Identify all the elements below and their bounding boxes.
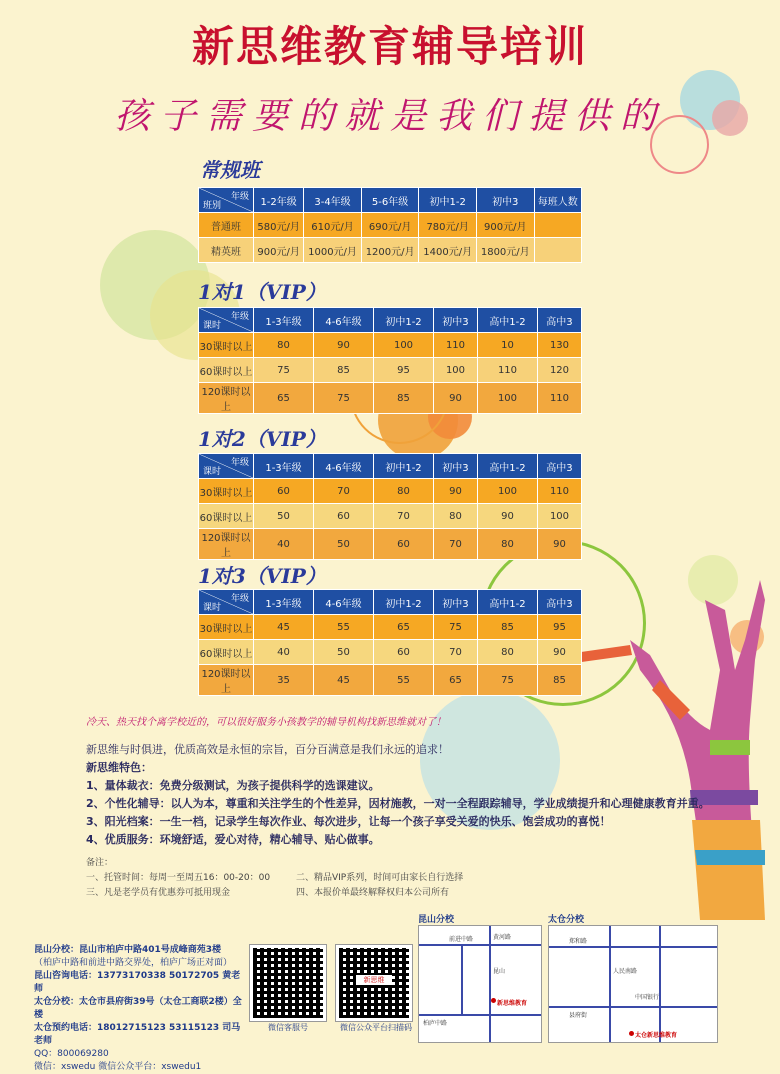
- price-cell: 90: [434, 383, 478, 414]
- column-header: 1-3年级: [254, 308, 314, 333]
- column-header: 高中1-2: [477, 590, 537, 615]
- price-cell: 130: [537, 333, 581, 358]
- price-cell: 60: [374, 529, 434, 560]
- price-cell: 70: [314, 479, 374, 504]
- table-row: [199, 615, 582, 640]
- row-label: 精英班: [199, 238, 254, 263]
- price-cell: 80: [434, 504, 478, 529]
- table-row: [199, 665, 582, 696]
- row-label: 120课时以上: [199, 529, 254, 560]
- table-row: [199, 213, 582, 238]
- column-header: 高中1-2: [477, 308, 537, 333]
- table-row: [199, 479, 582, 504]
- price-cell: 90: [537, 640, 581, 665]
- price-cell: 780元/月: [419, 213, 477, 238]
- column-header: 高中1-2: [477, 454, 537, 479]
- column-header: 初中3: [434, 590, 478, 615]
- price-cell: 100: [537, 504, 581, 529]
- price-cell: 70: [374, 504, 434, 529]
- row-label: 60课时以上: [199, 504, 254, 529]
- map-road: [461, 946, 463, 1016]
- price-cell: 60: [254, 479, 314, 504]
- row-label: 120课时以上: [199, 383, 254, 414]
- price-cell: 100: [477, 479, 537, 504]
- table-row: [199, 640, 582, 665]
- price-cell: 75: [434, 615, 478, 640]
- vip2-price-table: [198, 453, 582, 560]
- table-row: [199, 383, 582, 414]
- vip2-heading: 1对2（VIP）: [198, 427, 326, 451]
- vip1-price-table: [198, 307, 582, 414]
- column-header: 4-6年级: [314, 308, 374, 333]
- column-header: 初中1-2: [374, 454, 434, 479]
- decorative-tree: [560, 520, 780, 920]
- qr-center-logo: 新思维: [356, 975, 392, 985]
- price-cell: 580元/月: [254, 213, 304, 238]
- price-cell: [534, 238, 581, 263]
- price-cell: 95: [374, 358, 434, 383]
- price-cell: 1800元/月: [476, 238, 534, 263]
- column-header: 初中3: [434, 454, 478, 479]
- price-cell: 45: [314, 665, 374, 696]
- contact-block: [34, 944, 244, 1074]
- price-cell: 80: [374, 479, 434, 504]
- contact-line: 昆山分校：昆山市柏庐中路401号成峰商苑3楼: [34, 945, 222, 955]
- note-item: 四、本报价单最终解释权归本公司所有: [296, 888, 450, 898]
- feature-item: 3、阳光档案：一生一档，记录学生每次作业、每次进步，让每一个孩子享受关爱的快乐、饱尝成功的喜悦！: [86, 815, 611, 828]
- map-label: 太仓新思维教育: [635, 1032, 678, 1039]
- price-cell: 65: [254, 383, 314, 414]
- table-row: [199, 504, 582, 529]
- column-header: 初中3: [476, 188, 534, 213]
- price-cell: 85: [537, 665, 581, 696]
- qr-code-wechat-service: [250, 945, 326, 1021]
- corner-bottom: 课时: [203, 603, 222, 613]
- price-cell: 70: [434, 529, 478, 560]
- contact-line: 太仓分校：太仓市县府街39号（太仓工商联2楼）全楼: [34, 997, 242, 1020]
- price-cell: 70: [434, 640, 478, 665]
- price-cell: 90: [537, 529, 581, 560]
- map-road: [659, 926, 661, 1042]
- column-header: 1-2年级: [254, 188, 304, 213]
- contact-line: QQ：800069280: [34, 1049, 109, 1059]
- map-road: [549, 946, 717, 948]
- price-cell: 40: [254, 640, 314, 665]
- table-row: [199, 333, 582, 358]
- map-label: 黄河路: [493, 934, 512, 941]
- map-road: [549, 1006, 717, 1008]
- price-cell: 55: [314, 615, 374, 640]
- price-cell: 75: [314, 383, 374, 414]
- price-cell: 50: [254, 504, 314, 529]
- taicang-map-title: 太仓分校: [548, 915, 585, 925]
- price-cell: 100: [434, 358, 478, 383]
- price-cell: 120: [537, 358, 581, 383]
- vip1-heading: 1对1（VIP）: [198, 280, 326, 304]
- page-title: 新思维教育辅导培训: [191, 22, 588, 71]
- table-row: [199, 529, 582, 560]
- corner-bottom: 班别: [203, 201, 222, 211]
- price-cell: 35: [254, 665, 314, 696]
- row-label: 60课时以上: [199, 640, 254, 665]
- column-header: 3-4年级: [304, 188, 362, 213]
- feature-item: 2、个性化辅导：以人为本，尊重和关注学生的个性差异，因材施教，一对一全程跟踪辅导，学业成绩提升和心理健康教育并重。: [86, 797, 710, 810]
- regular-heading: 常规班: [200, 158, 260, 182]
- column-header: 1-3年级: [254, 590, 314, 615]
- corner-top: 年级: [230, 312, 249, 322]
- price-cell: 65: [434, 665, 478, 696]
- location-marker-icon: [491, 998, 496, 1003]
- feature-item: 1、量体裁衣：免费分级测试，为孩子提供科学的选课建议。: [86, 779, 380, 792]
- column-header: 1-3年级: [254, 454, 314, 479]
- feature-item: 4、优质服务：环境舒适，爱心对待，精心辅导、贴心做事。: [86, 833, 380, 846]
- map-label: 前进中路: [449, 936, 474, 943]
- price-cell: 110: [537, 383, 581, 414]
- price-cell: 80: [254, 333, 314, 358]
- note-item: 一、托管时间：每周一至周五16：00-20：00: [86, 873, 271, 883]
- taicang-map: [548, 925, 718, 1043]
- regular-price-table: [198, 187, 582, 263]
- price-cell: 110: [537, 479, 581, 504]
- column-header: 初中1-2: [374, 308, 434, 333]
- row-label: 120课时以上: [199, 665, 254, 696]
- price-cell: 1000元/月: [304, 238, 362, 263]
- price-cell: 75: [254, 358, 314, 383]
- intro-text: 新思维与时俱进，优质高效是永恒的宗旨，百分百满意是我们永远的追求！: [86, 743, 449, 756]
- price-cell: 100: [374, 333, 434, 358]
- price-cell: 110: [434, 333, 478, 358]
- price-cell: 40: [254, 529, 314, 560]
- price-cell: 75: [477, 665, 537, 696]
- price-cell: 80: [477, 640, 537, 665]
- price-cell: 690元/月: [361, 213, 419, 238]
- kunshan-map-title: 昆山分校: [418, 915, 455, 925]
- map-label: 中国银行: [635, 994, 660, 1001]
- map-road: [609, 926, 611, 1042]
- qr-caption: 微信客服号: [268, 1023, 308, 1032]
- row-label: 30课时以上: [199, 615, 254, 640]
- column-header: 每班人数: [534, 188, 581, 213]
- corner-bottom: 课时: [203, 321, 222, 331]
- price-cell: 50: [314, 529, 374, 560]
- map-label: 郑和路: [569, 938, 588, 945]
- map-label: 县府街: [569, 1012, 588, 1019]
- price-cell: 85: [477, 615, 537, 640]
- contact-line: 微信：xswedu 微信公众平台：xswedu1: [34, 1062, 202, 1072]
- map-road: [419, 1014, 541, 1016]
- note-item: 三、凡是老学员有优惠券可抵用现金: [86, 888, 231, 898]
- corner-bottom: 课时: [203, 467, 222, 477]
- tagline: 冷天、热天找个离学校近的，可以很好服务小孩教学的辅导机构找新思维就对了！: [86, 717, 446, 728]
- map-label: 人民南路: [613, 968, 638, 975]
- column-header: 初中1-2: [419, 188, 477, 213]
- price-cell: 80: [477, 529, 537, 560]
- row-label: 30课时以上: [199, 333, 254, 358]
- table-row: [199, 238, 582, 263]
- corner-top: 年级: [230, 594, 249, 604]
- column-header: 初中3: [434, 308, 478, 333]
- note-item: 二、精品VIP系列，时间可由家长自行选择: [296, 873, 464, 883]
- vip3-heading: 1对3（VIP）: [198, 564, 326, 588]
- price-cell: 65: [374, 615, 434, 640]
- row-label: 30课时以上: [199, 479, 254, 504]
- column-header: 高中3: [537, 590, 581, 615]
- price-cell: 95: [537, 615, 581, 640]
- column-header: 5-6年级: [361, 188, 419, 213]
- row-label: 60课时以上: [199, 358, 254, 383]
- price-cell: 10: [477, 333, 537, 358]
- contact-line: 太仓预约电话：18012715123 53115123 司马老师: [34, 1023, 241, 1046]
- price-cell: 900元/月: [254, 238, 304, 263]
- column-header: 高中3: [537, 308, 581, 333]
- slogan: 孩子需要的就是我们提供的: [113, 96, 666, 137]
- price-cell: 85: [374, 383, 434, 414]
- map-label: 昆山: [493, 968, 506, 975]
- corner-top: 年级: [230, 458, 249, 468]
- price-cell: 85: [314, 358, 374, 383]
- column-header: 初中1-2: [374, 590, 434, 615]
- price-cell: 90: [477, 504, 537, 529]
- notes-title: 备注：: [86, 858, 114, 868]
- price-cell: 1200元/月: [361, 238, 419, 263]
- location-marker-icon: [629, 1031, 634, 1036]
- price-cell: [534, 213, 581, 238]
- contact-line: 昆山咨询电话：13773170338 50172705 黄老师: [34, 971, 241, 994]
- corner-top: 年级: [230, 192, 249, 202]
- price-cell: 60: [374, 640, 434, 665]
- row-label: 普通班: [199, 213, 254, 238]
- column-header: 4-6年级: [314, 590, 374, 615]
- map-road: [489, 926, 491, 1042]
- kunshan-map: [418, 925, 542, 1043]
- column-header: 4-6年级: [314, 454, 374, 479]
- price-cell: 55: [374, 665, 434, 696]
- price-cell: 90: [434, 479, 478, 504]
- price-cell: 100: [477, 383, 537, 414]
- qr-caption: 微信公众平台扫描码: [340, 1023, 412, 1032]
- price-cell: 110: [477, 358, 537, 383]
- column-header: 高中3: [537, 454, 581, 479]
- contact-line: （柏庐中路和前进中路交界处，柏庐广场正对面）: [34, 958, 233, 968]
- map-label: 新思维教育: [497, 1000, 528, 1007]
- map-road: [419, 944, 541, 946]
- price-cell: 50: [314, 640, 374, 665]
- features-title: 新思维特色：: [86, 761, 152, 774]
- vip3-price-table: [198, 589, 582, 696]
- price-cell: 90: [314, 333, 374, 358]
- price-cell: 60: [314, 504, 374, 529]
- price-cell: 1400元/月: [419, 238, 477, 263]
- price-cell: 610元/月: [304, 213, 362, 238]
- price-cell: 45: [254, 615, 314, 640]
- price-cell: 900元/月: [476, 213, 534, 238]
- map-label: 柏庐中路: [423, 1020, 448, 1027]
- table-row: [199, 358, 582, 383]
